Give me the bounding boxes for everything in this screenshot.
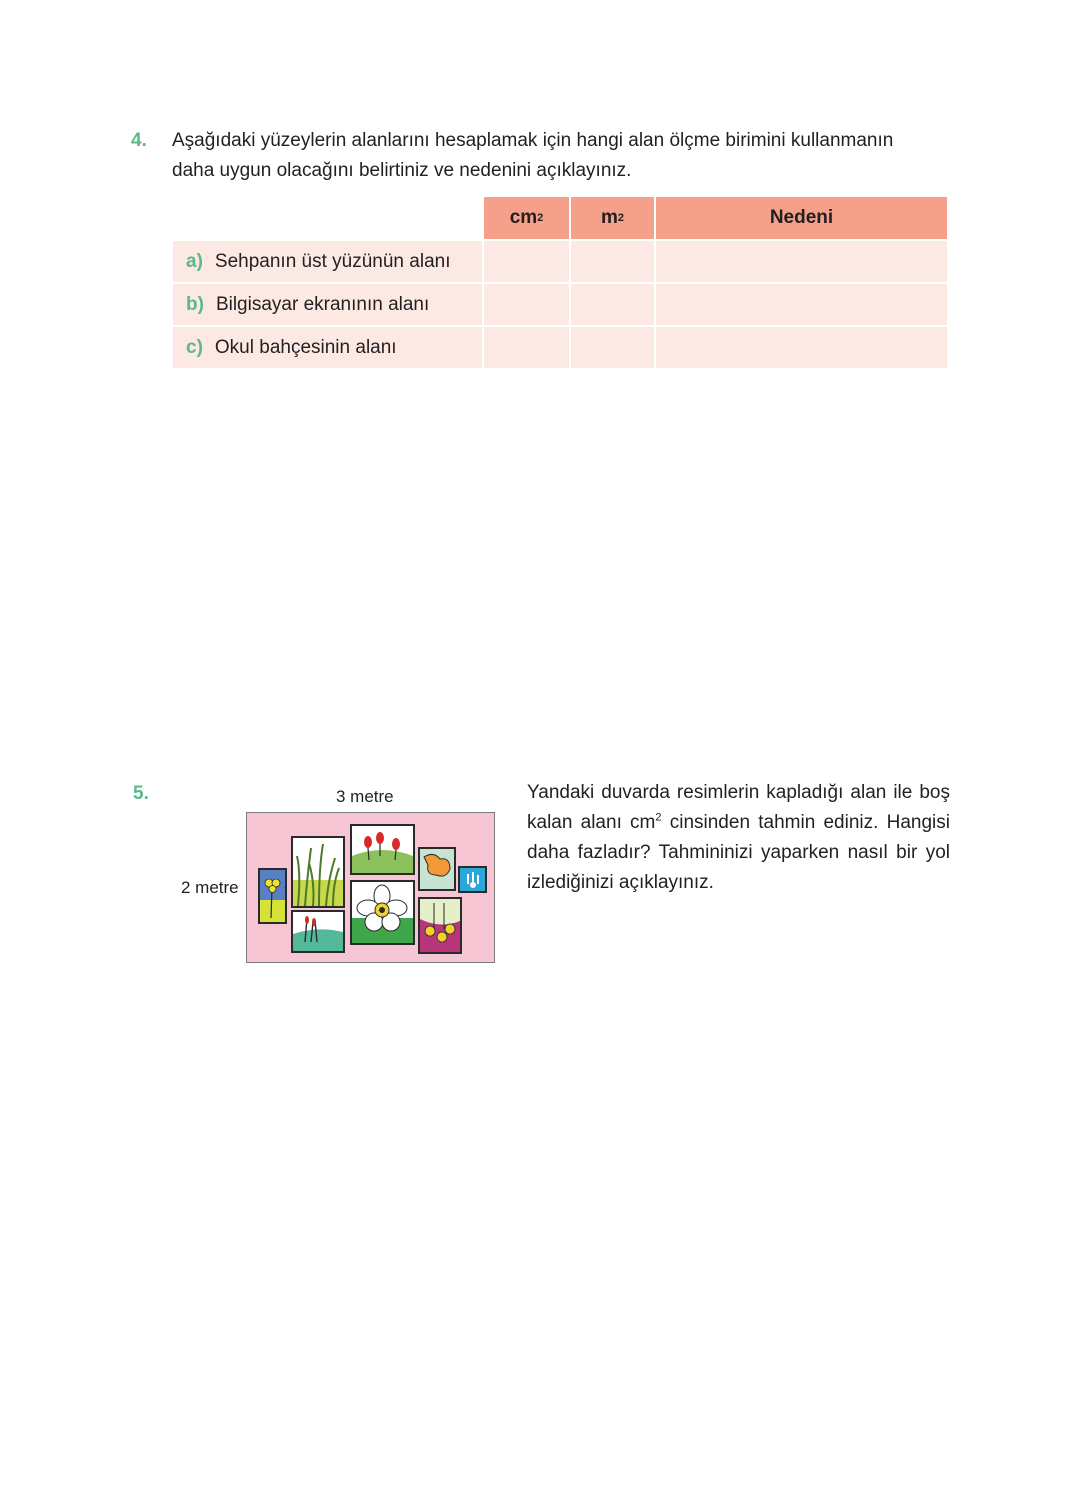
- wall-width-label: 3 metre: [336, 787, 394, 806]
- answer-cell-reason[interactable]: [656, 327, 947, 368]
- row-text: Sehpanın üst yüzünün alanı: [214, 250, 451, 272]
- picture-yellow-flowers: [418, 897, 462, 954]
- header-cm2: cm 2: [484, 197, 569, 239]
- question-5-sup: 2: [655, 811, 662, 824]
- picture-reeds: [291, 910, 345, 953]
- picture-small-blue: [458, 866, 487, 893]
- row-label: [173, 284, 482, 325]
- header-m2: m 2: [571, 197, 654, 239]
- table-row: [173, 327, 947, 368]
- answer-cell-cm2[interactable]: [484, 241, 569, 282]
- picture-grass: [291, 836, 345, 908]
- wall-height-label: 2 metre: [181, 878, 239, 897]
- header-cm2-label: cm: [509, 207, 538, 228]
- question-4-text: [172, 126, 893, 186]
- header-reason: Nedeni: [656, 197, 947, 239]
- answer-cell-m2[interactable]: [571, 241, 654, 282]
- row-letter: b): [186, 293, 204, 315]
- answer-cell-m2[interactable]: [571, 284, 654, 325]
- table-row: [173, 241, 947, 282]
- row-letter: c): [186, 336, 203, 358]
- answer-cell-reason[interactable]: [656, 284, 947, 325]
- header-m2-label: m: [600, 207, 618, 228]
- picture-orange-flower: [418, 847, 456, 891]
- question-5-text: [527, 778, 950, 898]
- answer-cell-m2[interactable]: [571, 327, 654, 368]
- row-label: [173, 241, 482, 282]
- question-4-line-2: daha uygun olacağını belirtiniz ve nedenini açıklayınız.: [172, 160, 632, 181]
- row-text: Okul bahçesinin alanı: [214, 336, 397, 358]
- question-5-number: 5.: [133, 783, 149, 804]
- answer-cell-cm2[interactable]: [484, 327, 569, 368]
- question-5-text-part-2: cinsinden tahmin ediniz. Hangisi daha fazladır? Tahmininizi yaparken nasıl bir yol izlediğinizi açıklayınız.: [527, 812, 950, 893]
- picture-daisy: [350, 880, 415, 945]
- table-row: [173, 284, 947, 325]
- row-text: Bilgisayar ekranının alanı: [215, 293, 430, 315]
- answer-cell-cm2[interactable]: [484, 284, 569, 325]
- picture-blue-flower: [258, 868, 287, 924]
- wall-illustration: [246, 812, 495, 963]
- row-label: [173, 327, 482, 368]
- answer-cell-reason[interactable]: [656, 241, 947, 282]
- question-4-line-1: Aşağıdaki yüzeylerin alanlarını hesaplamak için hangi alan ölçme birimini kullanmanın: [172, 130, 894, 151]
- picture-tulips: [350, 824, 415, 875]
- question-4-number: 4.: [131, 130, 147, 151]
- row-letter: a): [186, 250, 203, 272]
- question-5-text-part-1: Yandaki duvarda resimlerin kapladığı alan ile boş kalan alanı cm: [527, 782, 950, 833]
